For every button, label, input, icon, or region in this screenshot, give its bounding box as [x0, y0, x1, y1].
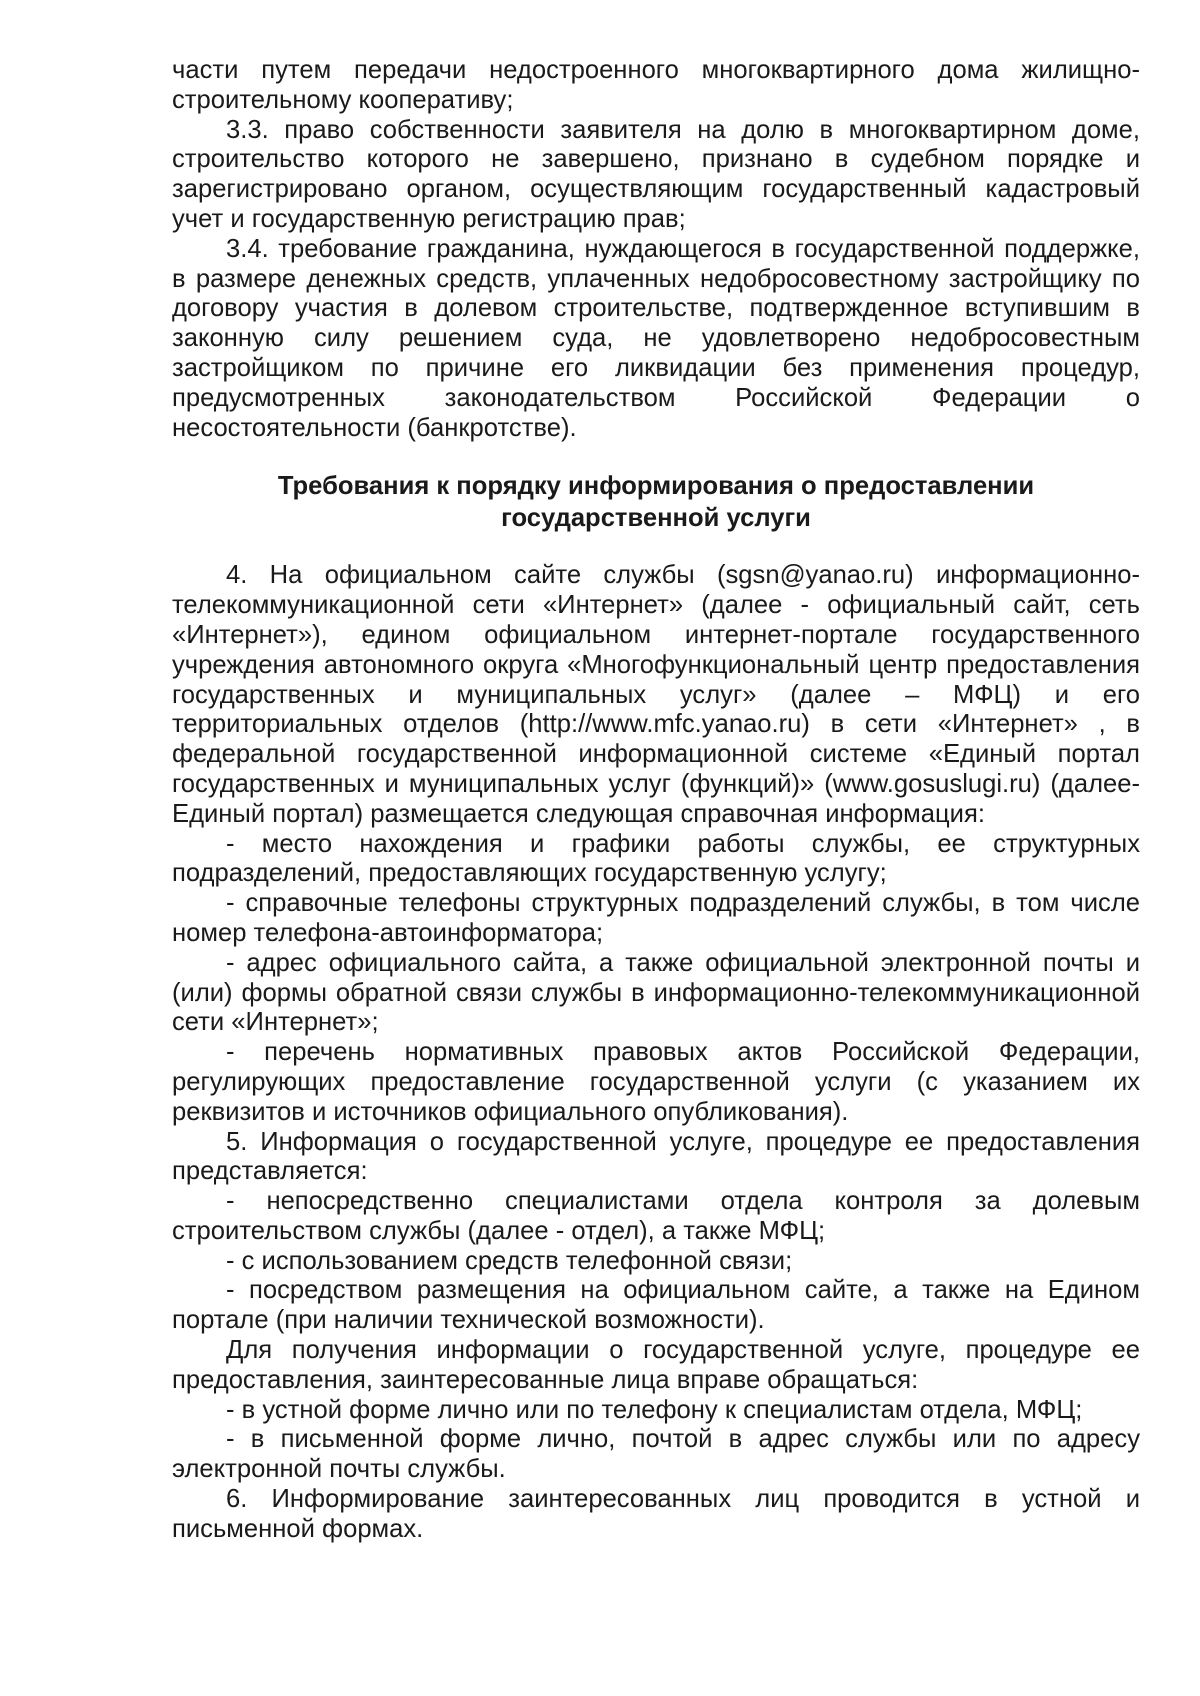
paragraph: - адрес официального сайта, а также официальной электронной почты и (или) формы обратной связи службы в информационно-телекоммуникационной сети «Интернет»;	[172, 948, 1140, 1037]
paragraph: - непосредственно специалистами отдела контроля за долевым строительством службы (далее - отдел), а также МФЦ;	[172, 1187, 1140, 1245]
document-body-bottom	[172, 561, 1140, 1544]
document-body-top	[172, 56, 1140, 443]
paragraph: 3.3. право собственности заявителя на долю в многоквартирном доме, строительство которого не завершено, признано в судебном порядке и зарегистрировано органом, осуществляющим государственный кадастровый учет и государственную регистрацию прав;	[172, 115, 1140, 233]
paragraph: - справочные телефоны структурных подразделений службы, в том числе номер телефона-автоинформатора;	[172, 889, 1140, 947]
section-heading	[172, 470, 1140, 534]
document-page	[172, 56, 1140, 1545]
paragraph: 4. На официальном сайте службы (sgsn@yanao.ru) информационно-телекоммуникационной сети «Интернет» (далее - официальный сайт, сеть «Интернет»), едином официальном интернет-портале государственного учреждения автономного округа «Многофункциональный центр предоставления государственных и муниципальных услуг» (далее – МФЦ) и его территориальных отделов (http://www.mfc.yanao.ru) в сети «Интернет» , в федеральной государственной информационной системе «Единый портал государственных и муниципальных услуг (функций)» (www.gosuslugi.ru) (далее- Единый портал) размещается следующая справочная информация:	[172, 561, 1140, 828]
paragraph: - место нахождения и графики работы службы, ее структурных подразделений, предоставляющих государственную услугу;	[172, 829, 1140, 888]
paragraph: - посредством размещения на официальном сайте, а также на Едином портале (при наличии технической возможности).	[172, 1276, 1140, 1335]
paragraph: - в устной форме лично или по телефону к специалистам отдела, МФЦ;	[226, 1395, 1083, 1424]
paragraph: 5. Информация о государственной услуге, процедуре ее предоставления представляется:	[172, 1127, 1140, 1186]
section-heading-line-2: государственной услуги	[501, 504, 811, 533]
paragraph: Для получения информации о государственной услуге, процедуре ее предоставления, заинтересованные лица вправе обращаться:	[172, 1336, 1140, 1394]
paragraph: 6. Информирование заинтересованных лиц проводится в устной и письменной формах.	[172, 1485, 1140, 1543]
section-heading-line-1: Требования к порядку информирования о предоставлении	[277, 472, 1035, 501]
paragraph: части путем передачи недостроенного многоквартирного дома жилищно-строительному кооперативу;	[172, 56, 1140, 114]
paragraph: - перечень нормативных правовых актов Российской Федерации, регулирующих предоставление государственной услуги (с указанием их реквизитов и источников официального опубликования).	[172, 1038, 1140, 1126]
paragraph: 3.4. требование гражданина, нуждающегося в государственной поддержке, в размере денежных средств, уплаченных недобросовестному застройщику по договору участия в долевом строительстве, подтвержденное вступившим в законную силу решением суда, не удовлетворено недобросовестным застройщиком по причине его ликвидации без применения процедур, предусмотренных законодательством Российской Федерации о несостоятельности (банкротстве).	[172, 234, 1140, 442]
paragraph: - в письменной форме лично, почтой в адрес службы или по адресу электронной почты службы.	[172, 1425, 1140, 1484]
section-heading-title	[212, 470, 1100, 534]
paragraph: - с использованием средств телефонной связи;	[226, 1246, 793, 1275]
